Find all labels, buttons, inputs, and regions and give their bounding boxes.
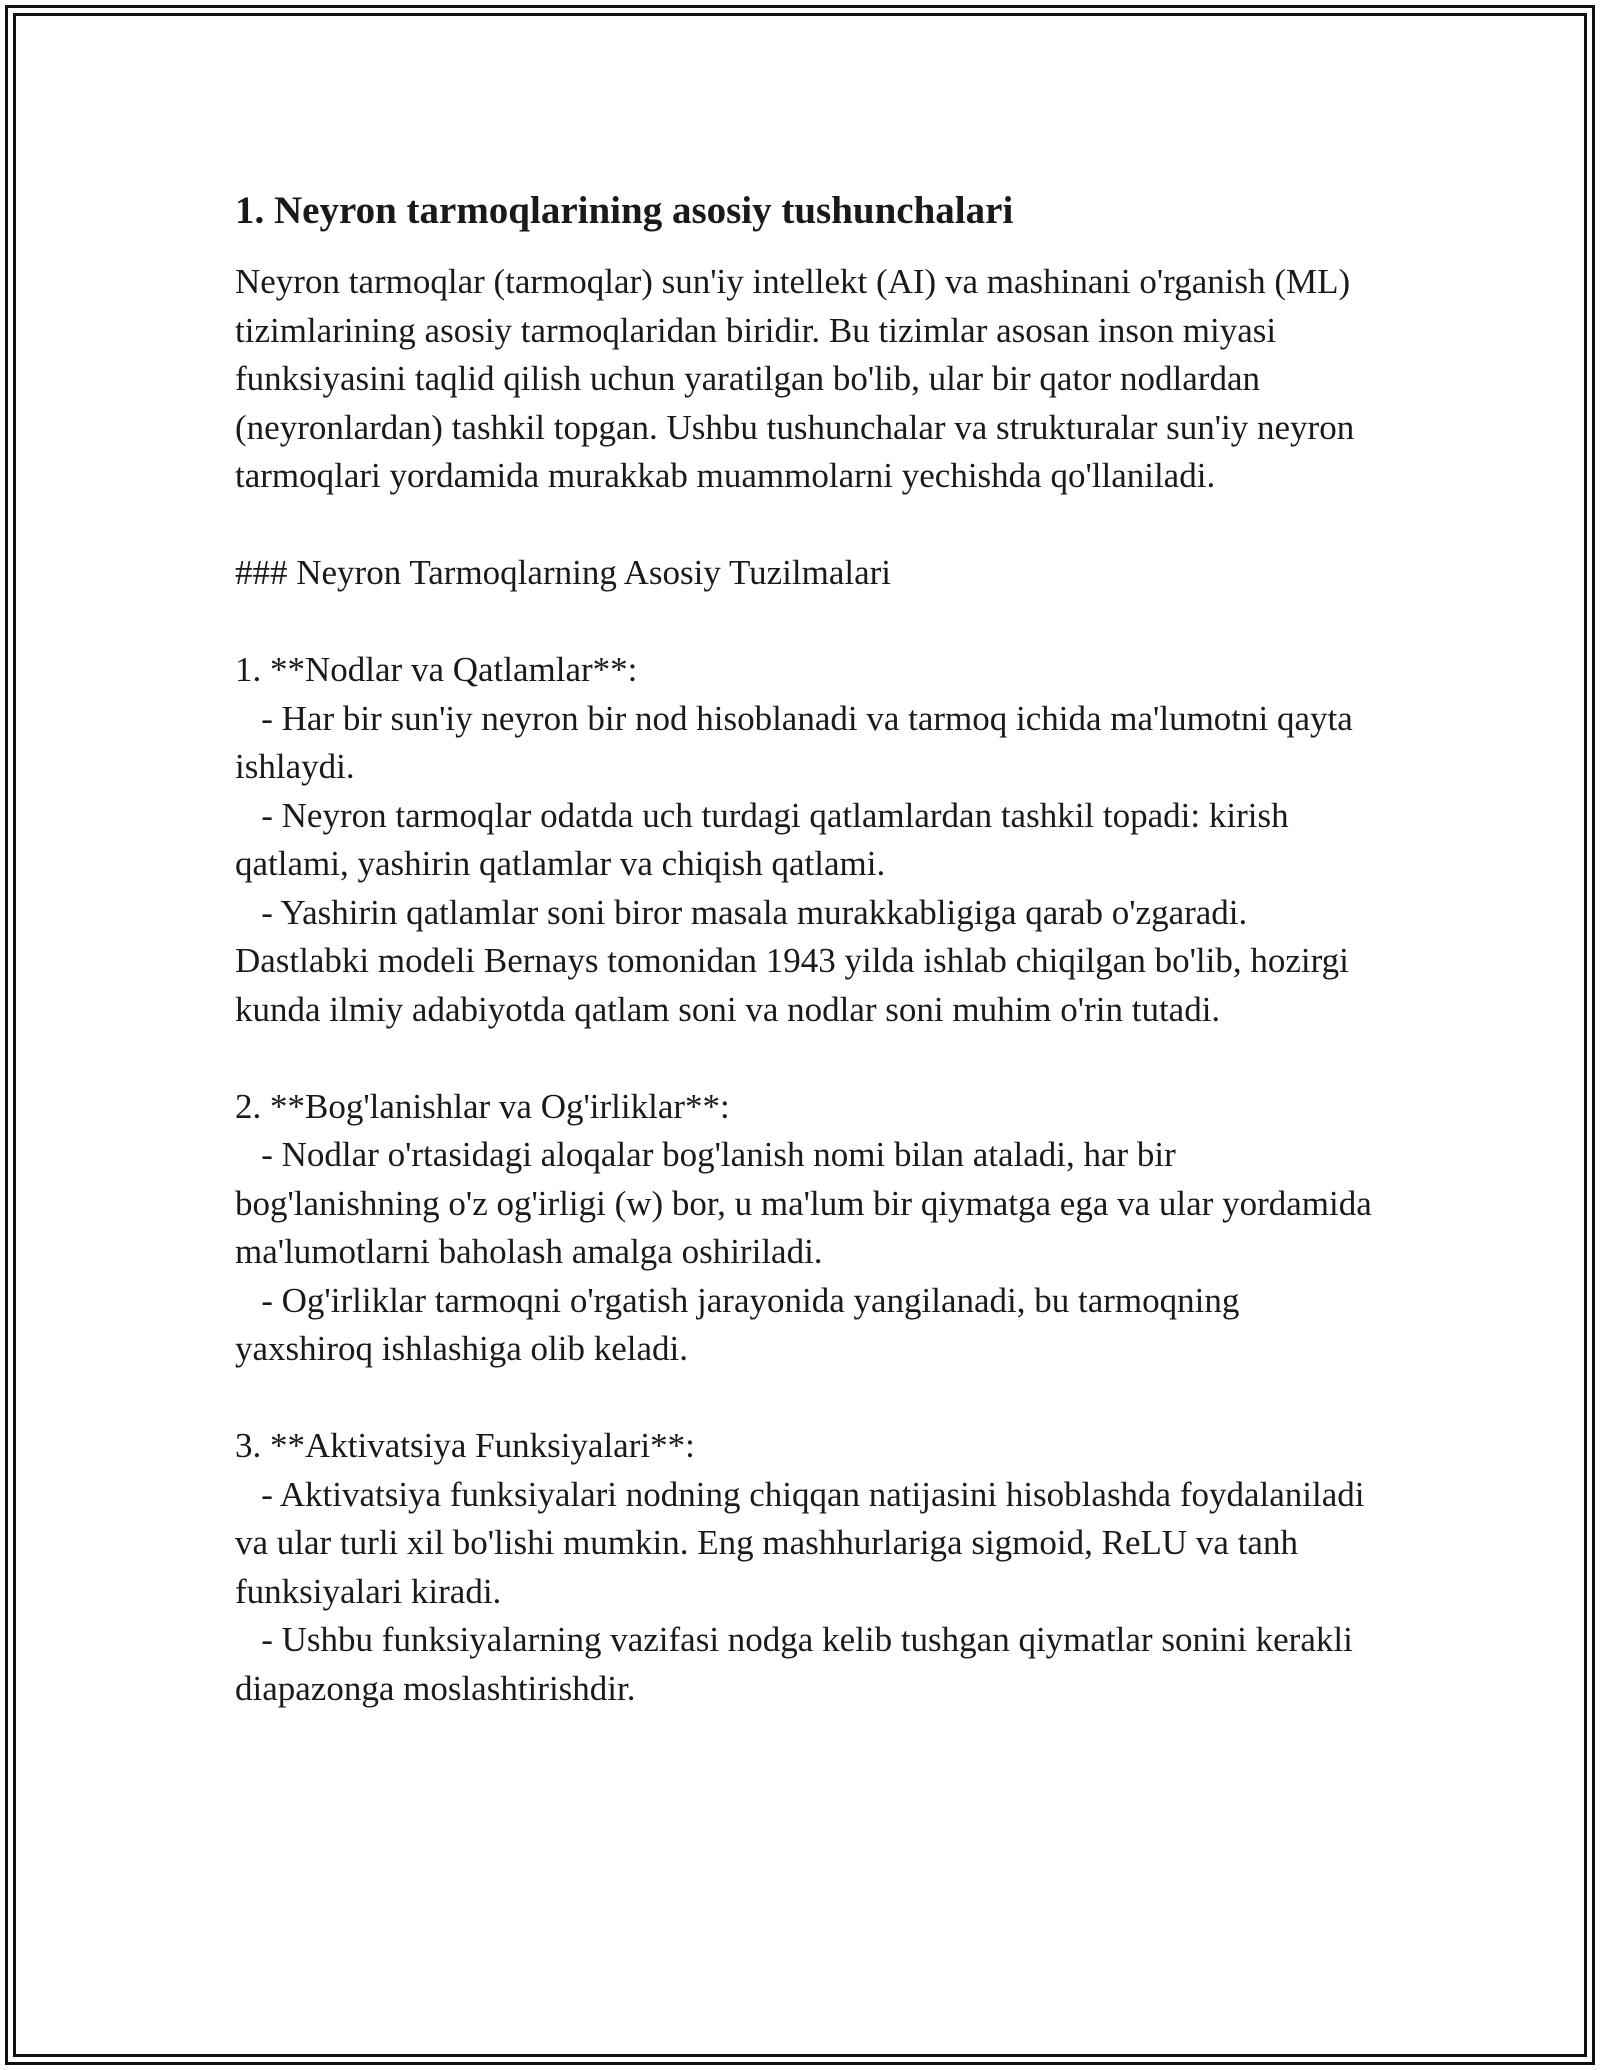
blank-line — [235, 1034, 1375, 1083]
blank-line — [235, 598, 1375, 647]
section-heading: 2. **Bog'lanishlar va Og'irliklar**: — [235, 1086, 730, 1126]
list-item: - Nodlar o'rtasidagi aloqalar bog'lanish nomi bilan ataladi, har bir bog'lanishning o'z og'irligi (w) bor, u ma'lum bir qiymatga ega va ular yordamida ma'lumotlarni baholash amalga oshiriladi. — [235, 1135, 1381, 1271]
section-heading: 1. **Nodlar va Qatlamlar**: — [235, 650, 638, 689]
section-heading: 3. **Aktivatsiya Funksiyalari**: — [235, 1426, 695, 1465]
document-body — [235, 186, 1381, 1713]
list-item: - Ushbu funksiyalarning vazifasi nodga kelib tushgan qiymatlar sonini kerakli diapazonga moslashtirishdir. — [235, 1620, 1362, 1708]
list-item: - Yashirin qatlamlar soni biror masala murakkabligiga qarab o'zgaradi. Dastlabki modeli Bernays tomonidan 1943 yilda ishlab chiqilgan bo'lib, hozirgi kunda ilmiy adabiyotda qatlam soni va nodlar soni muhim o'rin tutadi. — [235, 892, 1358, 1029]
blank-line — [235, 1374, 1375, 1423]
list-item: - Har bir sun'iy neyron bir nod hisoblanadi va tarmoq ichida ma'lumotni qayta ishlaydi. — [235, 698, 1362, 786]
section-nodes-layers — [235, 646, 1375, 1034]
list-item: - Aktivatsiya funksiyalari nodning chiqqan natijasini hisoblashda foydalaniladi va ular turli xil bo'lishi mumkin. Eng mashhurlariga sigmoid, ReLU va tanh funksiyalari kiradi. — [235, 1474, 1374, 1611]
blank-line — [235, 501, 1375, 550]
list-item: - Neyron tarmoqlar odatda uch turdagi qatlamlardan tashkil topadi: kirish qatlami, yashirin qatlamlar va chiqish qatlami. — [235, 795, 1298, 883]
document-title: 1. Neyron tarmoqlarining asosiy tushunchalari — [235, 189, 1014, 232]
intro-paragraph: Neyron tarmoqlar (tarmoqlar) sun'iy intellekt (AI) va mashinani o'rganish (ML) tizimlarining asosiy tarmoqlaridan biridir. Bu tizimlar asosan inson miyasi funksiyasini taqlid qilish uchun yaratilgan bo'lib, ular bir qator nodlardan (neyronlardan) tashkil topgan. Ushbu tushunchalar va strukturalar sun'iy neyron tarmoqlari yordamida murakkab muammolarni yechishda qo'llaniladi. — [235, 262, 1355, 495]
subheading: ### Neyron Tarmoqlarning Asosiy Tuzilmalari — [235, 553, 892, 592]
section-activation-functions — [235, 1422, 1375, 1713]
section-connections-weights — [235, 1083, 1381, 1374]
list-item: - Og'irliklar tarmoqni o'rgatish jarayonida yangilanadi, bu tarmoqning yaxshiroq ishlashiga olib keladi. — [235, 1280, 1249, 1368]
